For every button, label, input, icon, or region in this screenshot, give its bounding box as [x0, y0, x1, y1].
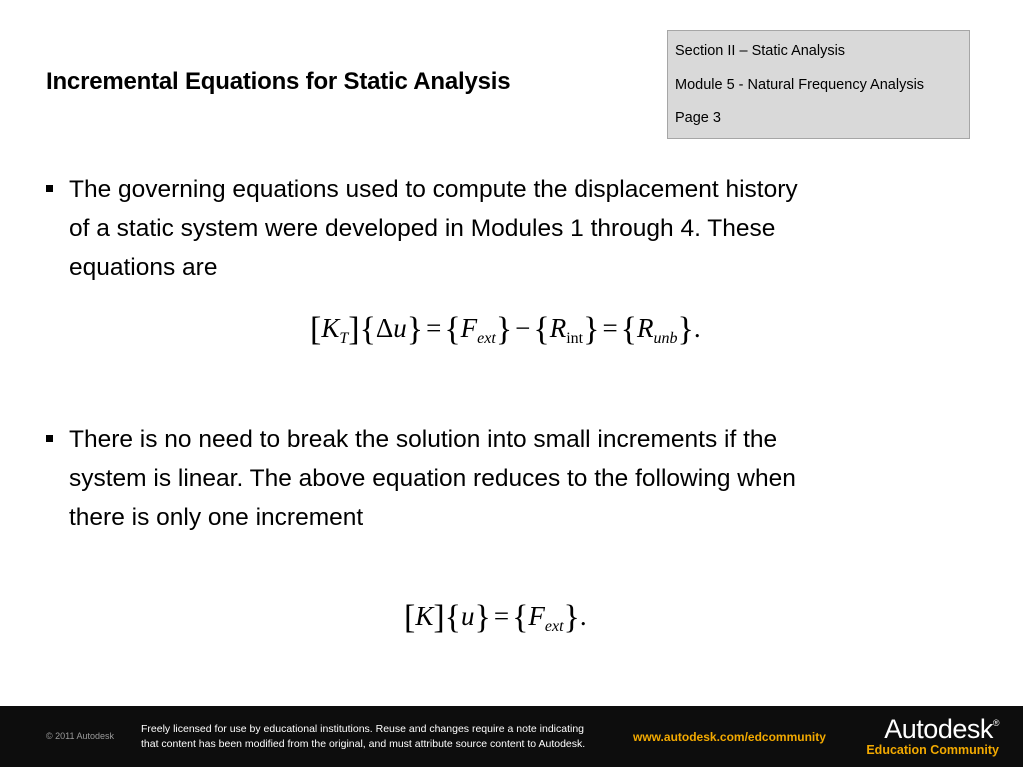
section-label: Section II – Static Analysis [675, 43, 846, 59]
education-community-label: Education Community [866, 743, 999, 757]
eq2-k: K [415, 601, 434, 631]
eq-k-sub: T [339, 330, 349, 347]
page-label: Page 3 [675, 110, 721, 126]
eq-runb: R [637, 313, 654, 343]
eq2-period: . [579, 601, 587, 631]
incremental-equation: $[K_T]\{\Delta u\} =\{F_{ext}\} -\{R_{int}\} =\{R_{unb}\}$. [310, 311, 701, 348]
eq-minus: − [515, 313, 531, 343]
slide-title: Incremental Equations for Static Analysis [46, 68, 511, 95]
bullet-text: The governing equations used to compute the displacement history of a static system were developed in Modules 1 through 4. These equations are [69, 176, 798, 281]
eq-equals-2: = [602, 313, 618, 343]
brand-name-text: Autodesk [884, 714, 993, 744]
eq-u: u [393, 313, 407, 343]
eq2-f: F [528, 601, 545, 631]
license-text: Freely licensed for use by educational institutions. Reuse and changes require a note indicating that content has been modified from the original, and must attribute source content to Autodesk. [141, 723, 586, 750]
bullet-item-linear-system [46, 420, 976, 537]
eq-runb-sub: unb [653, 330, 678, 347]
bullet-marker [46, 435, 53, 442]
bullet-item-governing-equations [46, 170, 976, 287]
eq-equals: = [426, 313, 442, 343]
eq-delta: Δ [375, 313, 394, 343]
eq2-equals: = [493, 601, 510, 631]
eq2-u: u [461, 601, 475, 631]
autodesk-logo [884, 714, 999, 745]
eq-r-sub: int [566, 330, 584, 347]
edcommunity-link[interactable]: www.autodesk.com/edcommunity [633, 730, 826, 744]
module-label: Module 5 - Natural Frequency Analysis [675, 76, 925, 93]
footer-bar [0, 706, 1023, 767]
eq-r: R [549, 313, 567, 343]
registered-mark: ® [992, 718, 999, 728]
bullet-marker [46, 185, 53, 192]
copyright-text: © 2011 Autodesk [46, 731, 115, 741]
eq-k: K [321, 313, 340, 343]
linear-equation: $[K]\{u\} =\{F_{ext}\}$. [404, 599, 587, 636]
eq-f-sub: ext [477, 330, 496, 347]
eq-period: . [693, 313, 701, 343]
bullet-text: There is no need to break the solution into small increments if the system is linear. The above equation reduces to the following when there is only one increment [69, 426, 796, 531]
eq2-f-sub: ext [544, 618, 564, 635]
eq-f: F [460, 313, 478, 343]
section-info-box [667, 30, 970, 139]
